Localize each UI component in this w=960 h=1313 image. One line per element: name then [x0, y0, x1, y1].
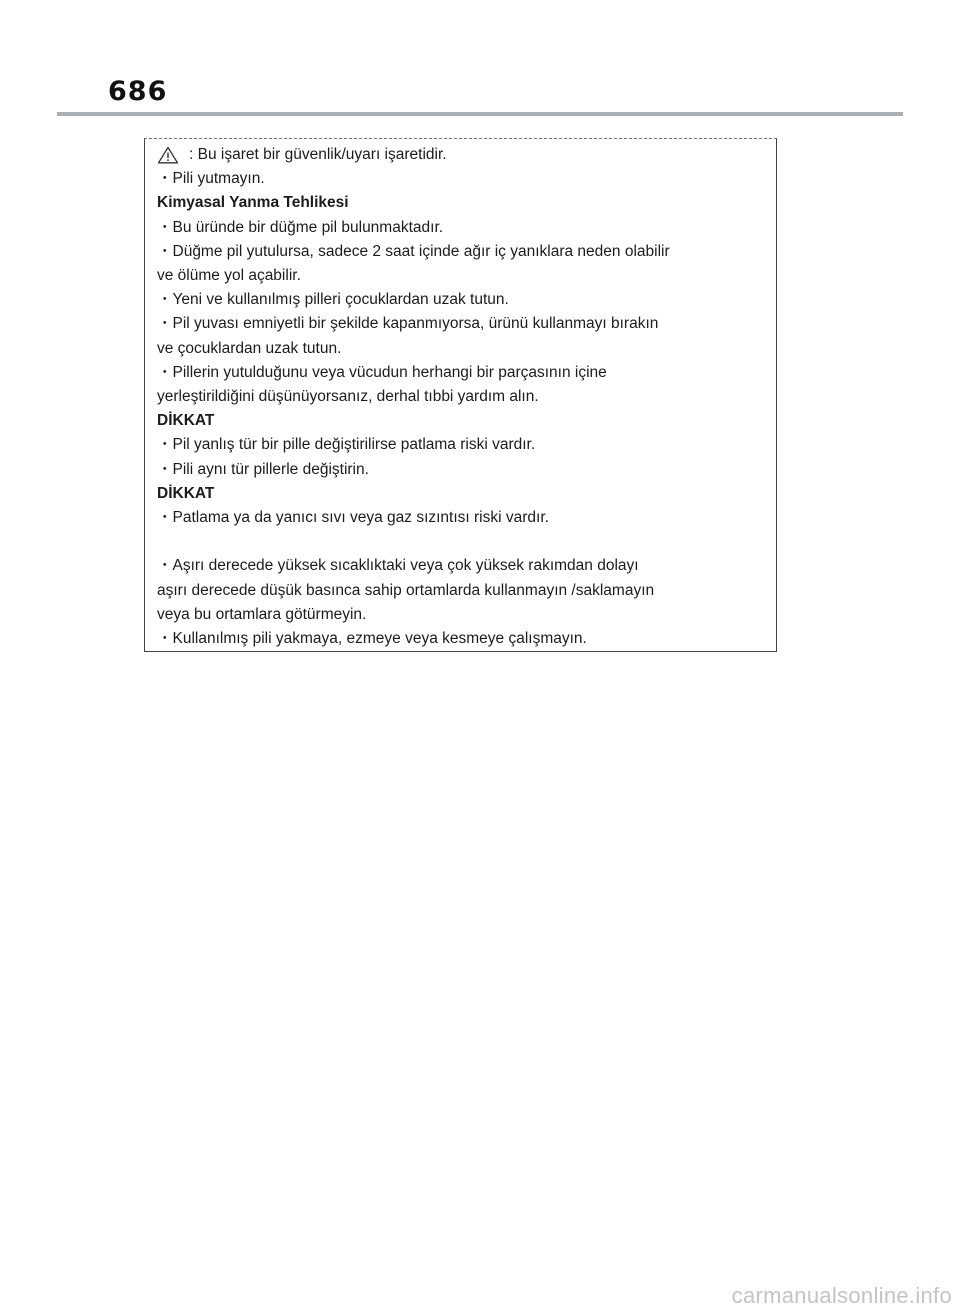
- warning-line: ・Pillerin yutulduğunu veya vücudun herhangi bir parçasının içine: [157, 363, 607, 381]
- warning-header-text: : Bu işaret bir güvenlik/uyarı işaretidir.: [189, 146, 447, 163]
- battery-warning-box: [144, 138, 777, 652]
- warning-line: veya bu ortamlara götürmeyin.: [157, 605, 367, 623]
- warning-line: ・Aşırı derecede yüksek sıcaklıktaki veya çok yüksek rakımdan dolayı: [157, 557, 639, 575]
- warning-line: ・Pili yutmayın.: [157, 170, 265, 188]
- header-divider: [57, 112, 903, 116]
- warning-line: ve çocuklardan uzak tutun.: [157, 339, 342, 357]
- watermark: carmanualsonline.info: [731, 1283, 952, 1308]
- warning-line: aşırı derecede düşük basınca sahip ortamlarda kullanmayın /saklamayın: [157, 581, 655, 599]
- warning-line: ・Kullanılmış pili yakmaya, ezmeye veya kesmeye çalışmayın.: [157, 630, 587, 648]
- warning-triangle-icon: [157, 146, 179, 164]
- warning-header-row: [157, 143, 776, 167]
- warning-line: ・Düğme pil yutulursa, sadece 2 saat içinde ağır iç yanıklara neden olabilir: [157, 242, 670, 260]
- warning-line: ・Bu üründe bir düğme pil bulunmaktadır.: [157, 218, 444, 236]
- warning-line: ・Pil yanlış tür bir pille değiştirilirse patlama riski vardır.: [157, 436, 536, 454]
- warning-lines: [157, 167, 776, 651]
- warning-line: ve ölüme yol açabilir.: [157, 267, 301, 285]
- warning-heading: DİKKAT: [157, 484, 215, 502]
- warning-line: ・Patlama ya da yanıcı sıvı veya gaz sızıntısı riski vardır.: [157, 509, 549, 527]
- warning-line: yerleştirildiğini düşünüyorsanız, derhal tıbbi yardım alın.: [157, 388, 539, 406]
- warning-line: ・Pil yuvası emniyetli bir şekilde kapanmıyorsa, ürünü kullanmayı bırakın: [157, 315, 659, 333]
- warning-line: ・Pili aynı tür pillerle değiştirin.: [157, 460, 369, 478]
- warning-line: ・Yeni ve kullanılmış pilleri çocuklardan uzak tutun.: [157, 291, 509, 309]
- page-number: 686: [108, 76, 168, 107]
- warning-heading: DİKKAT: [157, 412, 215, 430]
- warning-spacer: [157, 530, 776, 554]
- warning-heading: Kimyasal Yanma Tehlikesi: [157, 194, 349, 212]
